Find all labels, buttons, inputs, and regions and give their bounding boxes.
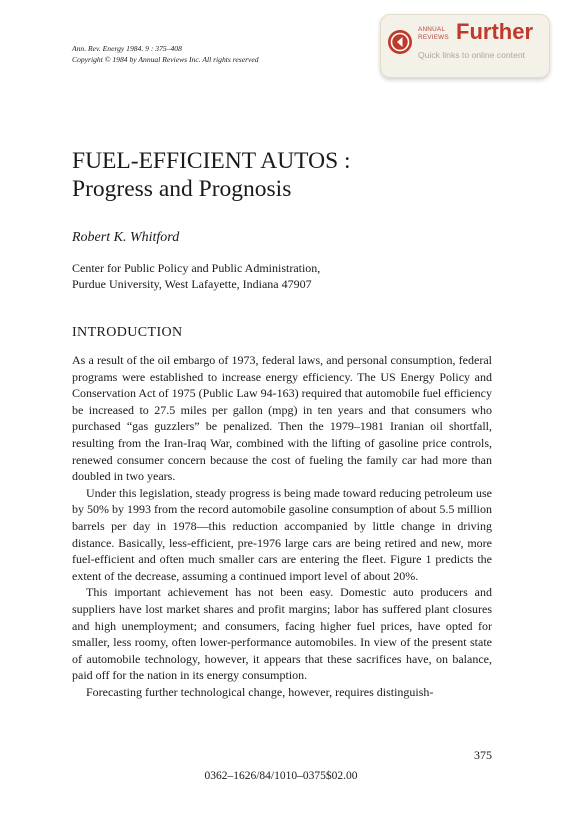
play-arrow-icon [387,29,413,55]
journal-reference [72,44,259,65]
affiliation-line1: Center for Public Policy and Public Administration, [72,261,321,275]
body-paragraph-3: This important achievement has not been easy. Domestic auto producers and suppliers have lost market shares and profit margins; labor has suffered plant closures and high unemployment; and consumers, facing higher fuel prices, have opted for smaller, less roomy, often lower-performance automobiles. In view of the present state of automobile technology, however, it appears that these sacrifices have, on balance, paid off for the nation in its energy consumption. [72,585,492,683]
article-code: 0362–1626/84/1010–0375$02.00 [204,770,358,782]
article-author: Robert K. Whitford [72,230,180,245]
page-number: 375 [474,748,492,762]
article-title-line1: FUEL-EFFICIENT AUTOS : [72,148,351,174]
body-paragraph-4: Forecasting further technological change, however, requires distinguish- [86,684,434,699]
journal-citation: Ann. Rev. Energy 1984. 9 : 375–408 [72,44,182,53]
badge-brand: Further [456,19,533,44]
affiliation-line2: Purdue University, West Lafayette, Indiana 47907 [72,277,312,291]
badge-publisher [418,26,449,41]
article-body [72,352,492,700]
body-paragraph-2: Under this legislation, steady progress is being made toward reducing petroleum use by 50% by 1993 from the record automobile gasoline consumption of about 5.5 million barrels per day in 1978—this reduction accompanied by little change in driving distance. Basically, less-efficient, pre-1976 large cars are being retired and new, more fuel-efficient and often much smaller cars are entering the fleet. Figure 1 predicts the extent of the decrease, assuming a continued import level of about 20%. [72,485,492,583]
article-title-line2: Progress and Prognosis [72,176,292,202]
body-paragraph-1: As a result of the oil embargo of 1973, federal laws, and personal consumption, federal programs were established to increase energy efficiency. The US Energy Policy and Conservation Act of 1975 (Public Law 94-163) required that automobile fuel efficiency be increased to 27.5 miles per gallon (mpg) in ten years and that consumers who purchased “gas guzzlers” be penalized. Then the 1979–1981 Iranian oil shortfall, resulting from the Iran-Iraq War, combined with the lifting of gasoline price controls, renewed consumer concern because the cost of fueling the family car had more than doubled in two years. [72,353,492,484]
badge-subtitle: Quick links to online content [418,50,526,60]
badge-publisher-line2: REVIEWS [418,33,449,41]
article-title [72,147,351,203]
badge-publisher-line1: ANNUAL [418,26,446,33]
section-heading: INTRODUCTION [72,325,183,340]
further-links-badge[interactable] [380,14,550,78]
journal-copyright: Copyright © 1984 by Annual Reviews Inc. All rights reserved [72,54,259,64]
author-affiliation [72,260,320,292]
